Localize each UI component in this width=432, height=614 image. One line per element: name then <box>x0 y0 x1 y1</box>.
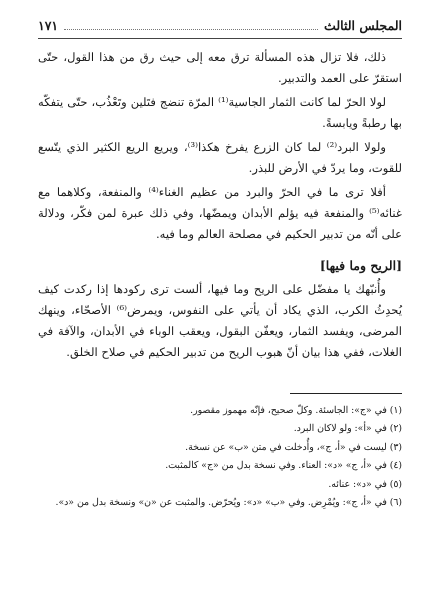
footnote: (٥) في «د»: عنائه. <box>328 478 402 490</box>
footnote-separator <box>290 393 402 394</box>
footnotes <box>38 402 402 512</box>
paragraph: ولولا البرد⁽²⁾ لما كان الزرع يفرخ هكذا⁽³⁾، ويريع الريع الكثير الذي يتّسع للقوت، وما يردّ في الأرض للبذر. <box>38 140 402 175</box>
section-heading: [الريح وما فيها] <box>319 258 402 273</box>
footnote: (٦) في «أ، ج»: ويُمْرِض. وفي «ب» «د»: ويُحرّض. والمثبت عن «ن» ونسخة بدل من «د». <box>55 497 402 509</box>
footnote: (٣) ليست في «أ، ج»، وأُدخلت في متن «ب» عن نسخة. <box>185 441 402 453</box>
header-dot-leader <box>64 29 318 30</box>
running-header <box>38 18 402 39</box>
footnote: (٤) في «أ، ج» «د»: العناء. وفي نسخة بدل من «ج» كالمثبت. <box>165 460 402 472</box>
paragraph: أفلا ترى ما في الحرّ والبرد من عظيم الغناء⁽⁴⁾ والمنفعة، وكلاهما مع غنائه⁽⁵⁾ والمنفعة فيه يؤلم الأبدان ويمضّها، وفي ذلك عبرة لمن فكّر، ودلالة على أنّه من تدبير الحكيم في مصلحة العالم وما فيه. <box>38 185 402 241</box>
paragraph: وأُنبّهك يا مفضّل على الريح وما فيها، ألست ترى ركودها إذا ركدت كيف يُحدِثُ الكرب، الذي يكاد أن يأتي على النفوس، ويمرض⁽⁶⁾ الأصحّاء، وينهك المرضى، ويفسد الثمار، ويعفّن البقول، ويعقب الوباء في الأبدان، والآفة في الغلات، ففي هذا بيان أنّ هبوب الريح من تدبير الحكيم في صلاح الخلق. <box>38 282 402 359</box>
footnote: (٢) في «أ»: ولو لاكان البرد. <box>293 423 402 435</box>
chapter-title: المجلس الثالث <box>324 18 402 33</box>
paragraph: لولا الحرّ لما كانت الثمار الجاسية⁽¹⁾ المرّة تنضج فتَلين وتَعْذُب، حتّى يتفكّه بها رطبةً ويابسةً. <box>38 95 402 130</box>
page-number: ١٧١ <box>38 18 59 33</box>
footnote: (١) في «ج»: الجاسئة. وكلّ صحيح، فإنّه مهموز مقصور. <box>190 405 402 416</box>
main-text <box>38 47 402 363</box>
paragraph: ذلك، فلا تزال هذه المسألة ترق معه إلى حيث رق من هذا القول، حتّى استقرّ على العمد والتدبير. <box>38 50 402 85</box>
